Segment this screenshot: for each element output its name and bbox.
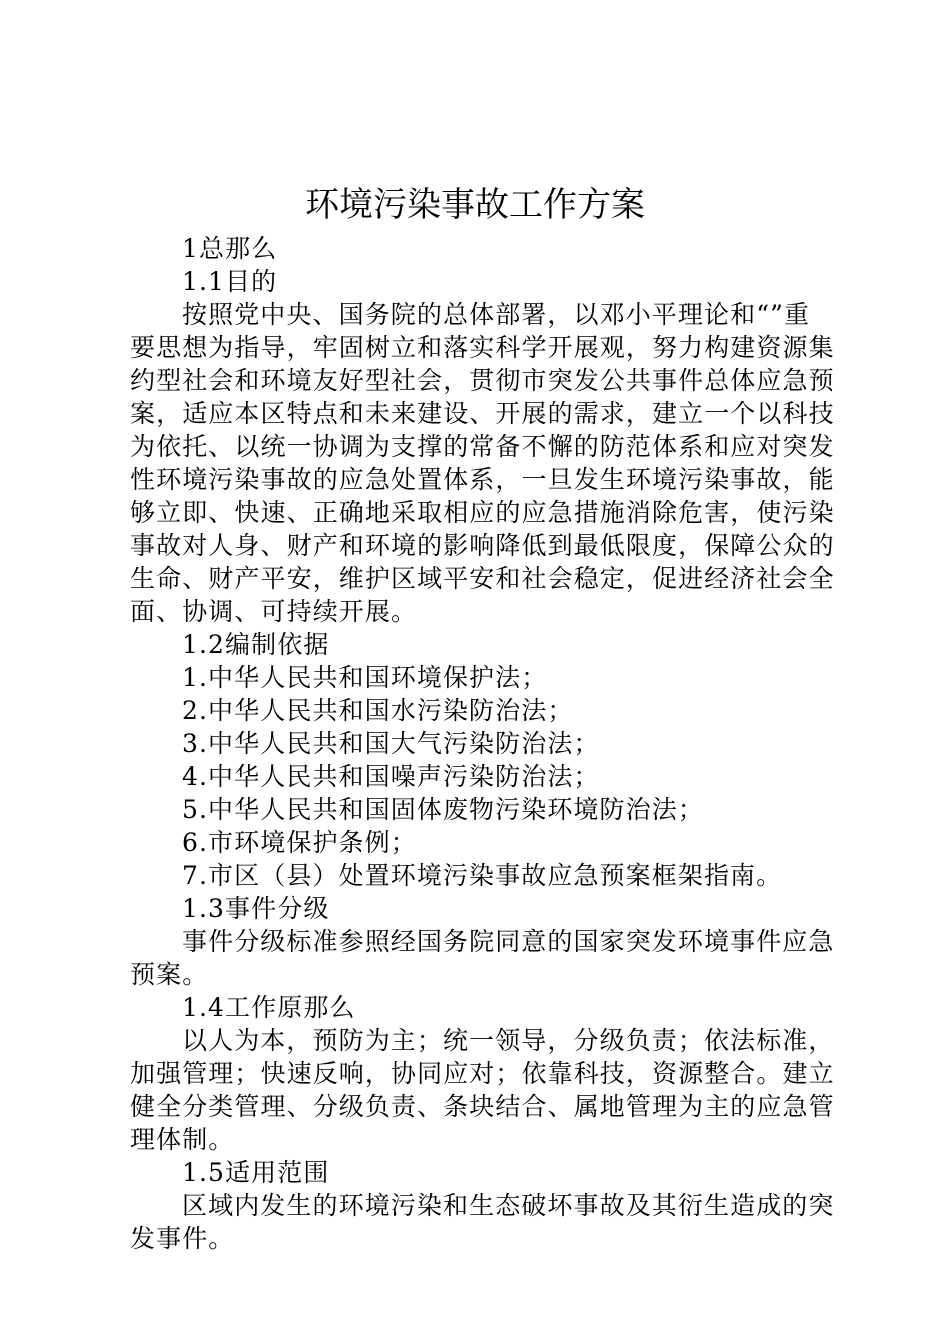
text-line: 1.中华人民共和国环境保护法； (182, 663, 548, 692)
text-line: 1.5适用范围 (182, 1158, 330, 1187)
text-line: 4.中华人民共和国噪声污染防治法； (182, 762, 600, 791)
paragraph (130, 859, 830, 892)
text-line: 够立即、快速、正确地采取相应的应急措施消除危害，使污染 (130, 498, 835, 527)
paragraph (130, 892, 830, 925)
text-line: 1.2编制依据 (182, 630, 330, 659)
paragraph (130, 991, 830, 1024)
text-line: 预案。 (130, 960, 209, 989)
document-title: 环境污染事故工作方案 (305, 185, 645, 225)
text-line: 健全分类管理、分级负责、条块结合、属地管理为主的应急管 (130, 1092, 835, 1121)
text-line: 7.市区（县）处置环境污染事故应急预案框架指南。 (182, 861, 783, 890)
text-line: 为依托、以统一协调为支撑的常备不懈的防范体系和应对突发 (130, 432, 835, 461)
paragraph (130, 694, 830, 727)
text-line: 区域内发生的环境污染和生态破坏事故及其衍生造成的突 (182, 1191, 835, 1220)
text-line: 3.中华人民共和国大气污染防治法； (182, 729, 600, 758)
text-line: 约型社会和环境友好型社会，贯彻市突发公共事件总体应急预 (130, 366, 835, 395)
text-line: 5.中华人民共和国固体废物污染环境防治法； (182, 795, 704, 824)
text-line: 6.市环境保护条例； (182, 828, 417, 857)
text-line: 要思想为指导，牢固树立和落实科学开展观，努力构建资源集 (130, 333, 835, 362)
text-line: 以人为本，预防为主；统一领导，分级负责；依法标准， (182, 1026, 835, 1055)
paragraph (130, 628, 830, 661)
text-line: 2.中华人民共和国水污染防治法； (182, 696, 574, 725)
paragraph (130, 793, 830, 826)
text-line: 事件分级标准参照经国务院同意的国家突发环境事件应急 (182, 927, 835, 956)
paragraph (130, 265, 830, 298)
paragraph (130, 826, 830, 859)
text-line: 案，适应本区特点和未来建设、开展的需求，建立一个以科技 (130, 399, 835, 428)
document-body (130, 232, 835, 1255)
paragraph (130, 1156, 830, 1189)
paragraph (130, 925, 835, 991)
text-line: 1.3事件分级 (182, 894, 330, 923)
paragraph (130, 298, 835, 628)
text-line: 发事件。 (130, 1224, 235, 1253)
text-line: 面、协调、可持续开展。 (130, 597, 418, 626)
paragraph (130, 232, 830, 265)
text-line: 1总那么 (182, 234, 278, 263)
text-line: 理体制。 (130, 1125, 235, 1154)
text-line: 1.4工作原那么 (182, 993, 356, 1022)
paragraph (130, 760, 830, 793)
paragraph (130, 1024, 835, 1156)
text-line: 按照党中央、国务院的总体部署，以邓小平理论和“”重 (182, 300, 811, 329)
text-line: 事故对人身、财产和环境的影响降低到最低限度，保障公众的 (130, 531, 835, 560)
paragraph (130, 1189, 835, 1255)
text-line: 性环境污染事故的应急处置体系，一旦发生环境污染事故，能 (130, 465, 835, 494)
text-line: 加强管理；快速反响，协同应对；依靠科技，资源整合。建立 (130, 1059, 835, 1088)
text-line: 生命、财产平安，维护区域平安和社会稳定，促进经济社会全 (130, 564, 835, 593)
paragraph (130, 661, 830, 694)
paragraph (130, 727, 830, 760)
text-line: 1.1目的 (182, 267, 278, 296)
